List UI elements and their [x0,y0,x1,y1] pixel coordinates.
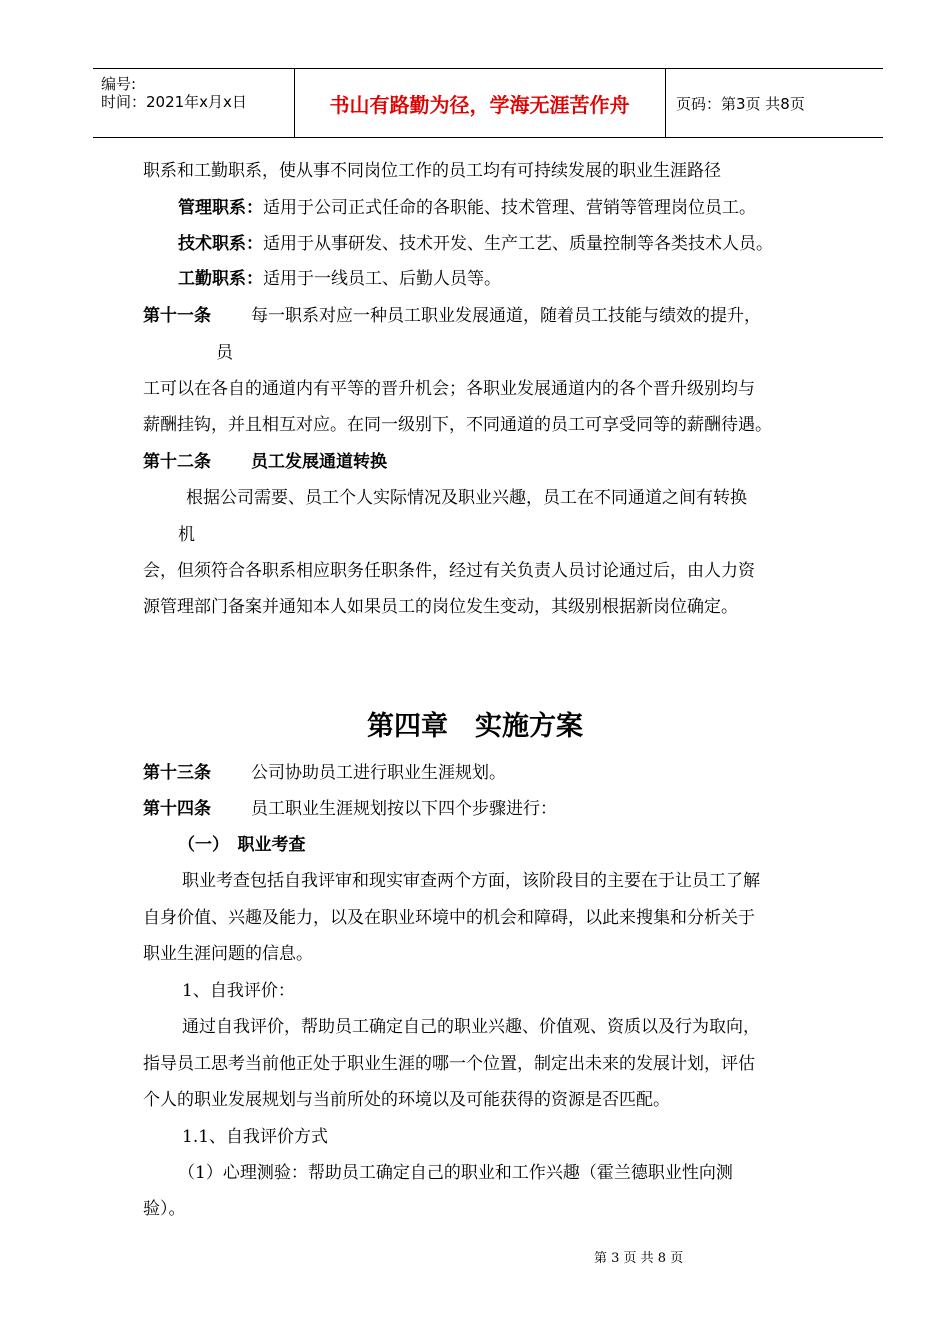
section-heading: （一） 职业考查 [178,835,306,855]
page-footer: 第 3 页 共 8 页 [594,1251,684,1266]
body-line: 职业考查包括自我评审和现实审查两个方面，该阶段目的主要在于让员工了解 [182,871,760,891]
header-page-number: 页码：第3页 共8页 [676,95,805,113]
article-label: 第十二条 [143,452,211,472]
body-line: 源管理部门备案并通知本人如果员工的岗位发生变动，其级别根据新岗位确定。 [143,597,738,617]
header-motto: 书山有路勤为径，学海无涯苦作舟 [329,93,630,117]
definition-technical [178,233,773,255]
article-title: 员工发展通道转换 [251,452,387,472]
article-label: 第十一条 [143,306,211,326]
term-text: 适用于从事研发、技术开发、生产工艺、质量控制等各类技术人员。 [263,234,773,254]
article-label: 第十四条 [143,799,211,819]
header-info-cell [93,69,295,137]
body-line: 员 [216,343,233,363]
body-line: 根据公司需要、员工个人实际情况及职业兴趣，员工在不同通道之间有转换 [186,488,747,508]
body-line: 职业生涯问题的信息。 [143,944,313,964]
list-item: 1.1、自我评价方式 [182,1127,329,1147]
term-label: 技术职系： [178,234,263,254]
article-12-heading [143,451,387,473]
body-line: 会，但须符合各职系相应职务任职条件，经过有关负责人员讨论通过后，由人力资 [143,561,755,581]
header-motto-cell [294,69,666,137]
body-line: 通过自我评价，帮助员工确定自己的职业兴趣、价值观、资质以及行为取向， [182,1017,760,1037]
term-text: 适用于一线员工、后勤人员等。 [263,269,501,289]
chapter-title: 第四章 实施方案 [367,711,583,742]
document-number-label: 编号: [101,75,137,93]
body-line: 指导员工思考当前他正处于职业生涯的哪一个位置，制定出未来的发展计划，评估 [143,1054,755,1074]
body-line: 自身价值、兴趣及能力，以及在职业环境中的机会和障碍，以此来搜集和分析关于 [143,908,755,928]
document-time-label: 时间：2021年x月x日 [101,93,247,111]
article-13 [143,762,506,784]
definition-management [178,197,756,219]
term-text: 适用于公司正式任命的各职能、技术管理、营销等管理岗位员工。 [263,198,756,218]
body-line: 职系和工勤职系，使从事不同岗位工作的员工均有可持续发展的职业生涯路径 [143,161,721,181]
body-line: 个人的职业发展规划与当前所处的环境以及可能获得的资源是否匹配。 [143,1090,670,1110]
definition-workforce [178,268,501,290]
body-line: 薪酬挂钩，并且相互对应。在同一级别下，不同通道的员工可享受同等的薪酬待遇。 [143,415,772,435]
body-line: （1）心理测验：帮助员工确定自己的职业和工作兴趣（霍兰德职业性向测 [178,1163,733,1183]
body-line: 验）。 [143,1199,186,1219]
article-11-heading [143,305,761,327]
article-text: 每一职系对应一种员工职业发展通道，随着员工技能与绩效的提升， [251,306,761,326]
body-line: 机 [178,525,195,545]
article-text: 员工职业生涯规划按以下四个步骤进行： [251,799,557,819]
term-label: 管理职系： [178,198,263,218]
list-item: 1、自我评价： [182,981,295,1001]
page-header [93,68,883,138]
header-page-cell [666,69,883,137]
body-line: 工可以在各自的通道内有平等的晋升机会；各职业发展通道内的各个晋升级别均与 [143,379,755,399]
term-label: 工勤职系： [178,269,263,289]
article-14 [143,798,557,820]
article-text: 公司协助员工进行职业生涯规划。 [251,763,506,783]
article-label: 第十三条 [143,763,211,783]
